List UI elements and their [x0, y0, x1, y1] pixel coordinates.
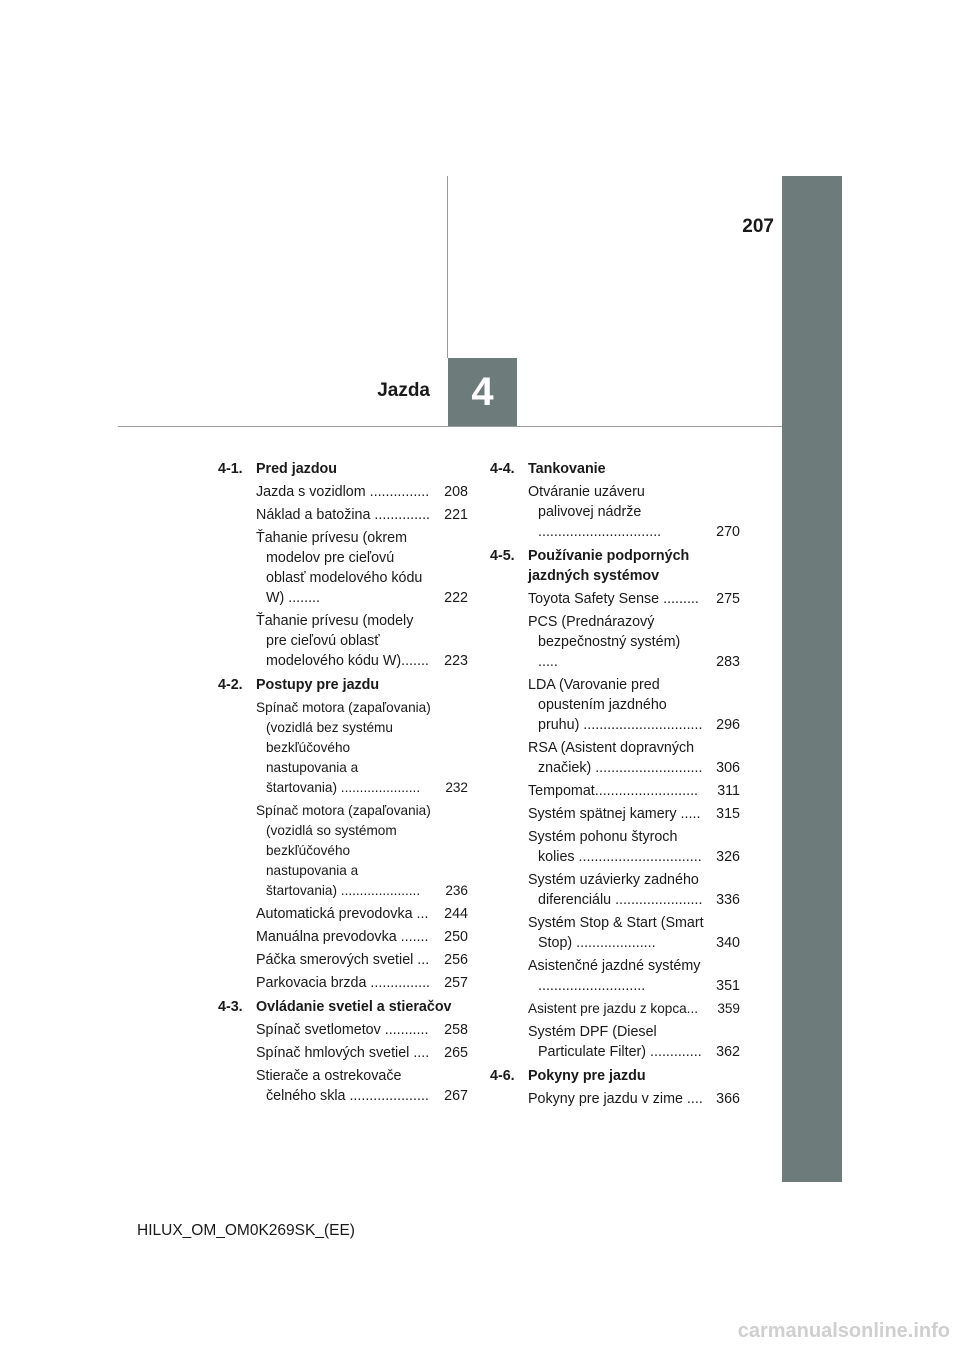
chapter-title: Jazda — [377, 380, 430, 401]
watermark: carmanualsonline.info — [737, 1320, 950, 1342]
entry-page-number: 315 — [716, 806, 740, 822]
chapter-side-tab — [782, 176, 842, 1182]
toc-section-heading[interactable] — [490, 1066, 740, 1086]
entry-page-number: 208 — [444, 484, 468, 500]
entry-title: Otváranie uzáveru palivovej nádrže ............................... — [528, 484, 662, 540]
toc-entry[interactable] — [528, 870, 740, 910]
page-number: 207 — [742, 216, 774, 237]
toc-entry[interactable] — [256, 505, 468, 525]
toc-left-column — [218, 459, 468, 1106]
entry-page-number: 340 — [716, 935, 740, 951]
toc-entry[interactable] — [256, 927, 468, 947]
section-number: 4-4. — [490, 461, 515, 477]
toc-entry[interactable] — [528, 589, 740, 609]
entry-title: Tempomat.......................... — [528, 783, 699, 799]
entry-page-number: 223 — [444, 653, 468, 669]
entry-title: Parkovacia brzda ............... — [256, 975, 431, 991]
entry-title: Systém spätnej kamery ..... — [528, 806, 701, 822]
entry-page-number: 326 — [716, 849, 740, 865]
entry-page-number: 270 — [716, 524, 740, 540]
entry-page-number: 250 — [444, 929, 468, 945]
section-number: 4-1. — [218, 461, 243, 477]
entry-title: Manuálna prevodovka ....... — [256, 929, 429, 945]
toc-section-heading[interactable] — [218, 459, 468, 479]
entry-page-number: 359 — [717, 1001, 740, 1016]
entry-page-number: 306 — [716, 760, 740, 776]
entry-page-number: 362 — [716, 1044, 740, 1060]
entry-title: PCS (Prednárazový bezpečnostný systém) ..... — [528, 614, 681, 670]
entry-title: Stierače a ostrekovače čelného skla .................... — [256, 1068, 429, 1104]
entry-title: Spínač motora (zapaľovania) (vozidlá so systémom bezkľúčového nastupovania a štartovania) ..................... — [256, 803, 431, 898]
entry-title: Systém DPF (Diesel Particulate Filter) ............. — [528, 1024, 702, 1060]
entry-page-number: 221 — [444, 507, 468, 523]
toc-section-heading[interactable] — [490, 459, 740, 479]
section-number: 4-5. — [490, 548, 515, 564]
toc-entry[interactable] — [528, 482, 740, 542]
entry-page-number: 222 — [444, 590, 468, 606]
toc-entry[interactable] — [528, 1022, 740, 1062]
section-number: 4-6. — [490, 1068, 515, 1084]
toc-entry[interactable] — [528, 738, 740, 778]
entry-title: Systém Stop & Start (Smart Stop) .................... — [528, 915, 704, 951]
toc-entry[interactable] — [256, 973, 468, 993]
entry-title: Automatická prevodovka ... — [256, 906, 429, 922]
chapter-number: 4 — [471, 369, 494, 414]
entry-title: Asistenčné jazdné systémy ........................... — [528, 958, 701, 994]
entry-page-number: 351 — [716, 978, 740, 994]
entry-title: Spínač svetlometov ........... — [256, 1022, 429, 1038]
entry-page-number: 265 — [444, 1045, 468, 1061]
toc-section-heading[interactable] — [218, 675, 468, 695]
toc-entry[interactable] — [256, 1043, 468, 1063]
section-title: Postupy pre jazdu — [256, 677, 380, 693]
entry-title: Ťahanie prívesu (okrem modelov pre cieľovú oblasť modelového kódu W) ........ — [256, 530, 423, 606]
entry-title: RSA (Asistent dopravných značiek) ........................... — [528, 740, 703, 776]
section-number: 4-2. — [218, 677, 243, 693]
toc-entry[interactable] — [528, 612, 740, 672]
entry-page-number: 236 — [445, 883, 468, 898]
toc-section-heading[interactable] — [490, 546, 740, 586]
toc-entry[interactable] — [256, 1020, 468, 1040]
entry-page-number: 258 — [444, 1022, 468, 1038]
entry-title: Asistent pre jazdu z kopca... — [528, 1001, 699, 1016]
section-title: Ovládanie svetiel a stieračov — [256, 999, 452, 1015]
entry-title: Náklad a batožina .............. — [256, 507, 431, 523]
chapter-number-box — [448, 358, 517, 426]
toc-entry[interactable] — [528, 781, 740, 801]
section-title: Pred jazdou — [256, 461, 338, 477]
entry-title: Spínač motora (zapaľovania) (vozidlá bez systému bezkľúčového nastupovania a štartovania) ..................... — [256, 700, 431, 795]
toc-right-column — [490, 459, 740, 1109]
entry-page-number: 244 — [444, 906, 468, 922]
entry-page-number: 296 — [716, 717, 740, 733]
section-title: Tankovanie — [528, 461, 606, 477]
toc-entry[interactable] — [256, 1066, 468, 1106]
toc-entry[interactable] — [256, 904, 468, 924]
entry-title: Spínač hmlových svetiel .... — [256, 1045, 430, 1061]
toc-entry[interactable] — [528, 804, 740, 824]
entry-title: Toyota Safety Sense ......... — [528, 591, 699, 607]
entry-page-number: 311 — [717, 783, 740, 799]
entry-page-number: 336 — [716, 892, 740, 908]
toc-entry[interactable] — [528, 913, 740, 953]
header-vertical-rule — [447, 176, 448, 358]
section-title: Pokyny pre jazdu — [528, 1068, 646, 1084]
entry-page-number: 283 — [716, 654, 740, 670]
entry-page-number: 275 — [716, 591, 740, 607]
entry-title: Systém pohonu štyroch kolies ............................... — [528, 829, 702, 865]
entry-title: Systém uzávierky zadného diferenciálu ...................... — [528, 872, 703, 908]
toc-entry[interactable] — [256, 950, 468, 970]
toc-entry[interactable] — [256, 528, 468, 608]
toc-entry[interactable] — [256, 611, 468, 671]
toc-entry[interactable] — [528, 675, 740, 735]
toc-entry[interactable] — [256, 698, 468, 798]
header-horizontal-rule — [118, 426, 782, 427]
toc-entry[interactable] — [256, 801, 468, 901]
entry-title: Páčka smerových svetiel ... — [256, 952, 430, 968]
toc-entry[interactable] — [528, 956, 740, 996]
toc-section-heading[interactable] — [218, 997, 468, 1017]
entry-page-number: 232 — [445, 780, 468, 795]
entry-title: LDA (Varovanie pred opustením jazdného pruhu) .............................. — [528, 677, 703, 733]
toc-entry[interactable] — [528, 999, 740, 1019]
entry-title: Ťahanie prívesu (modely pre cieľovú oblasť modelového kódu W)....... — [256, 613, 429, 669]
section-number: 4-3. — [218, 999, 243, 1015]
entry-title: Jazda s vozidlom ............... — [256, 484, 430, 500]
entry-title: Pokyny pre jazdu v zime .... — [528, 1091, 703, 1107]
toc-entry[interactable] — [256, 482, 468, 502]
entry-page-number: 256 — [444, 952, 468, 968]
document-code-footer: HILUX_OM_OM0K269SK_(EE) — [137, 1222, 355, 1239]
toc-entry[interactable] — [528, 827, 740, 867]
entry-page-number: 257 — [444, 975, 468, 991]
toc-entry[interactable] — [528, 1089, 740, 1109]
section-title: Používanie podporných jazdných systémov — [528, 548, 690, 584]
entry-page-number: 267 — [444, 1088, 468, 1104]
entry-page-number: 366 — [716, 1091, 740, 1107]
